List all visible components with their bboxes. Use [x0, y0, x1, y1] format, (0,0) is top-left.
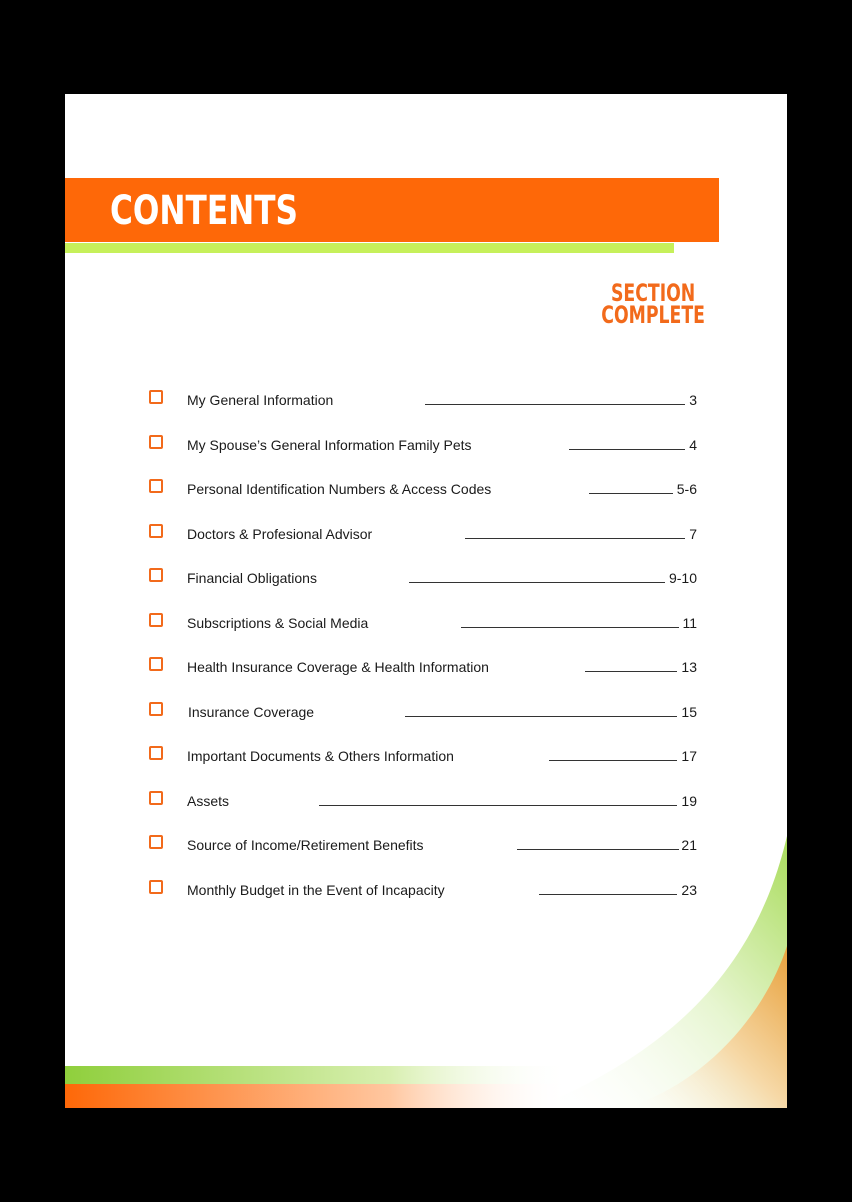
toc-item-label: Subscriptions & Social Media	[187, 615, 369, 631]
page-title: CONTENTS	[110, 188, 298, 234]
toc-item	[149, 833, 697, 855]
toc-item-label: Monthly Budget in the Event of Incapacity	[187, 882, 445, 898]
toc-item-label: Personal Identification Numbers & Access Codes	[187, 481, 492, 497]
toc-item-label: My General Information	[187, 392, 334, 408]
toc-item-label: Important Documents & Others Information	[187, 748, 454, 764]
toc-page-number: 21	[681, 837, 697, 853]
table-of-contents	[65, 94, 787, 1108]
checkbox-icon[interactable]	[149, 613, 163, 627]
toc-item	[149, 522, 697, 544]
leader-line	[569, 449, 685, 450]
toc-item	[149, 655, 697, 677]
checkbox-icon[interactable]	[149, 880, 163, 894]
toc-item	[149, 388, 697, 410]
toc-item	[149, 477, 697, 499]
toc-item-label: Financial Obligations	[187, 570, 317, 586]
checkbox-icon[interactable]	[149, 568, 163, 582]
column-header-line1: SECTION	[611, 279, 696, 307]
checkbox-icon[interactable]	[149, 435, 163, 449]
toc-page-number: 23	[681, 882, 697, 898]
toc-item	[149, 433, 697, 455]
leader-line	[589, 493, 673, 494]
toc-item	[149, 700, 697, 722]
toc-page-number: 9-10	[668, 570, 697, 586]
leader-line	[549, 760, 677, 761]
toc-item-label: Source of Income/Retirement Benefits	[187, 837, 424, 853]
toc-page-number: 13	[681, 659, 697, 675]
leader-line	[425, 404, 685, 405]
toc-item	[149, 878, 697, 900]
checkbox-icon[interactable]	[149, 657, 163, 671]
toc-page-number: 15	[681, 704, 697, 720]
toc-item	[149, 611, 697, 633]
leader-line	[465, 538, 685, 539]
leader-line	[539, 894, 677, 895]
toc-item	[149, 789, 697, 811]
checkbox-icon[interactable]	[149, 524, 163, 538]
toc-item	[149, 566, 697, 588]
toc-item-label: Doctors & Profesional Advisor	[187, 526, 373, 542]
column-header-line2: COMPLETE	[601, 301, 705, 329]
toc-item-label: Health Insurance Coverage & Health Information	[187, 659, 489, 675]
toc-item-label: Assets	[187, 793, 230, 809]
checkbox-icon[interactable]	[149, 390, 163, 404]
toc-page-number: 11	[682, 615, 697, 631]
document-page	[65, 94, 787, 1108]
leader-line	[319, 805, 677, 806]
leader-line	[517, 849, 679, 850]
checkbox-icon[interactable]	[149, 479, 163, 493]
toc-page-number: 4	[689, 437, 697, 453]
leader-line	[585, 671, 677, 672]
toc-item-label: My Spouse’s General Information Family Pets	[187, 437, 472, 453]
leader-line	[461, 627, 679, 628]
toc-page-number: 17	[681, 748, 697, 764]
checkbox-icon[interactable]	[149, 746, 163, 760]
checkbox-icon[interactable]	[149, 702, 163, 716]
toc-page-number: 5-6	[676, 481, 697, 497]
toc-item-label: Insurance Coverage	[188, 704, 315, 720]
leader-line	[409, 582, 665, 583]
toc-page-number: 3	[689, 392, 697, 408]
toc-item	[149, 744, 697, 766]
toc-page-number: 19	[681, 793, 697, 809]
leader-line	[405, 716, 677, 717]
checkbox-icon[interactable]	[149, 835, 163, 849]
checkbox-icon[interactable]	[149, 791, 163, 805]
toc-page-number: 7	[689, 526, 697, 542]
